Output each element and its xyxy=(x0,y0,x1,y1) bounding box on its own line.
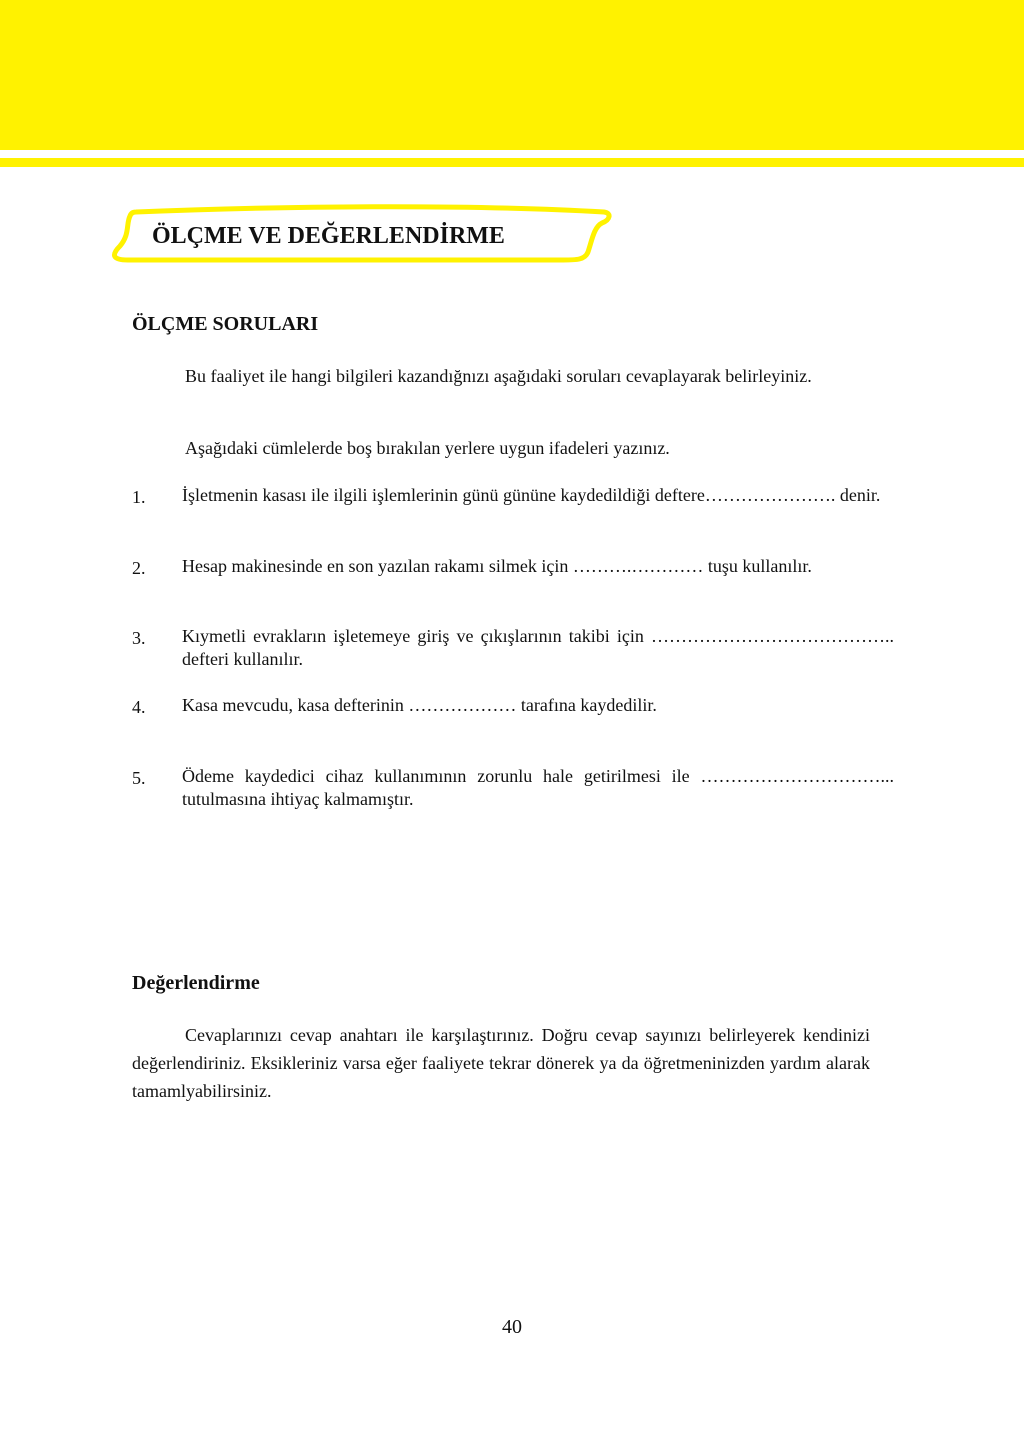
question-text: Kıymetli evrakların işletemeye giriş ve çıkışlarının takibi için ………………………………….. defteri kullanılır. xyxy=(182,626,894,669)
page-number: 40 xyxy=(502,1316,522,1338)
question-text: Kasa mevcudu, kasa defterinin ……………… tarafına kaydedilir. xyxy=(182,695,657,715)
header-stripe xyxy=(0,158,1024,167)
question-number: 4. xyxy=(132,697,146,717)
intro-paragraph: Bu faaliyet ile hangi bilgileri kazandığnızı aşağıdaki soruları cevaplayarak belirleyiniz. xyxy=(185,366,812,386)
question-text: Hesap makinesinde en son yazılan rakamı silmek için ……….………… tuşu kullanılır. xyxy=(182,556,812,576)
instruction-paragraph: Aşağıdaki cümlelerde boş bırakılan yerlere uygun ifadeleri yazınız. xyxy=(185,438,670,458)
header-band xyxy=(0,0,1024,150)
evaluation-paragraph: Cevaplarınızı cevap anahtarı ile karşılaştırınız. Doğru cevap sayınızı belirleyerek kendinizi değerlendiriniz. Eksikleriniz varsa eğer faaliyete tekrar dönerek ya da öğretmeninizden yardım alarak tamamlyabilirsiniz. xyxy=(132,1025,870,1101)
question-number: 2. xyxy=(132,558,146,578)
question-text: Ödeme kaydedici cihaz kullanımının zorunlu hale getirilmesi ile …………………………... tutulmasına ihtiyaç kalmamıştır. xyxy=(182,766,894,809)
question-number: 3. xyxy=(132,628,146,648)
question-text: İşletmenin kasası ile ilgili işlemlerinin günü gününe kaydedildiği deftere…………………. denir. xyxy=(182,485,881,505)
question-number: 1. xyxy=(132,487,146,507)
evaluation-heading: Değerlendirme xyxy=(132,972,260,994)
page-title: ÖLÇME VE DEĞERLENDİRME xyxy=(152,223,505,249)
questions-heading: ÖLÇME SORULARI xyxy=(132,313,319,335)
question-number: 5. xyxy=(132,768,146,788)
